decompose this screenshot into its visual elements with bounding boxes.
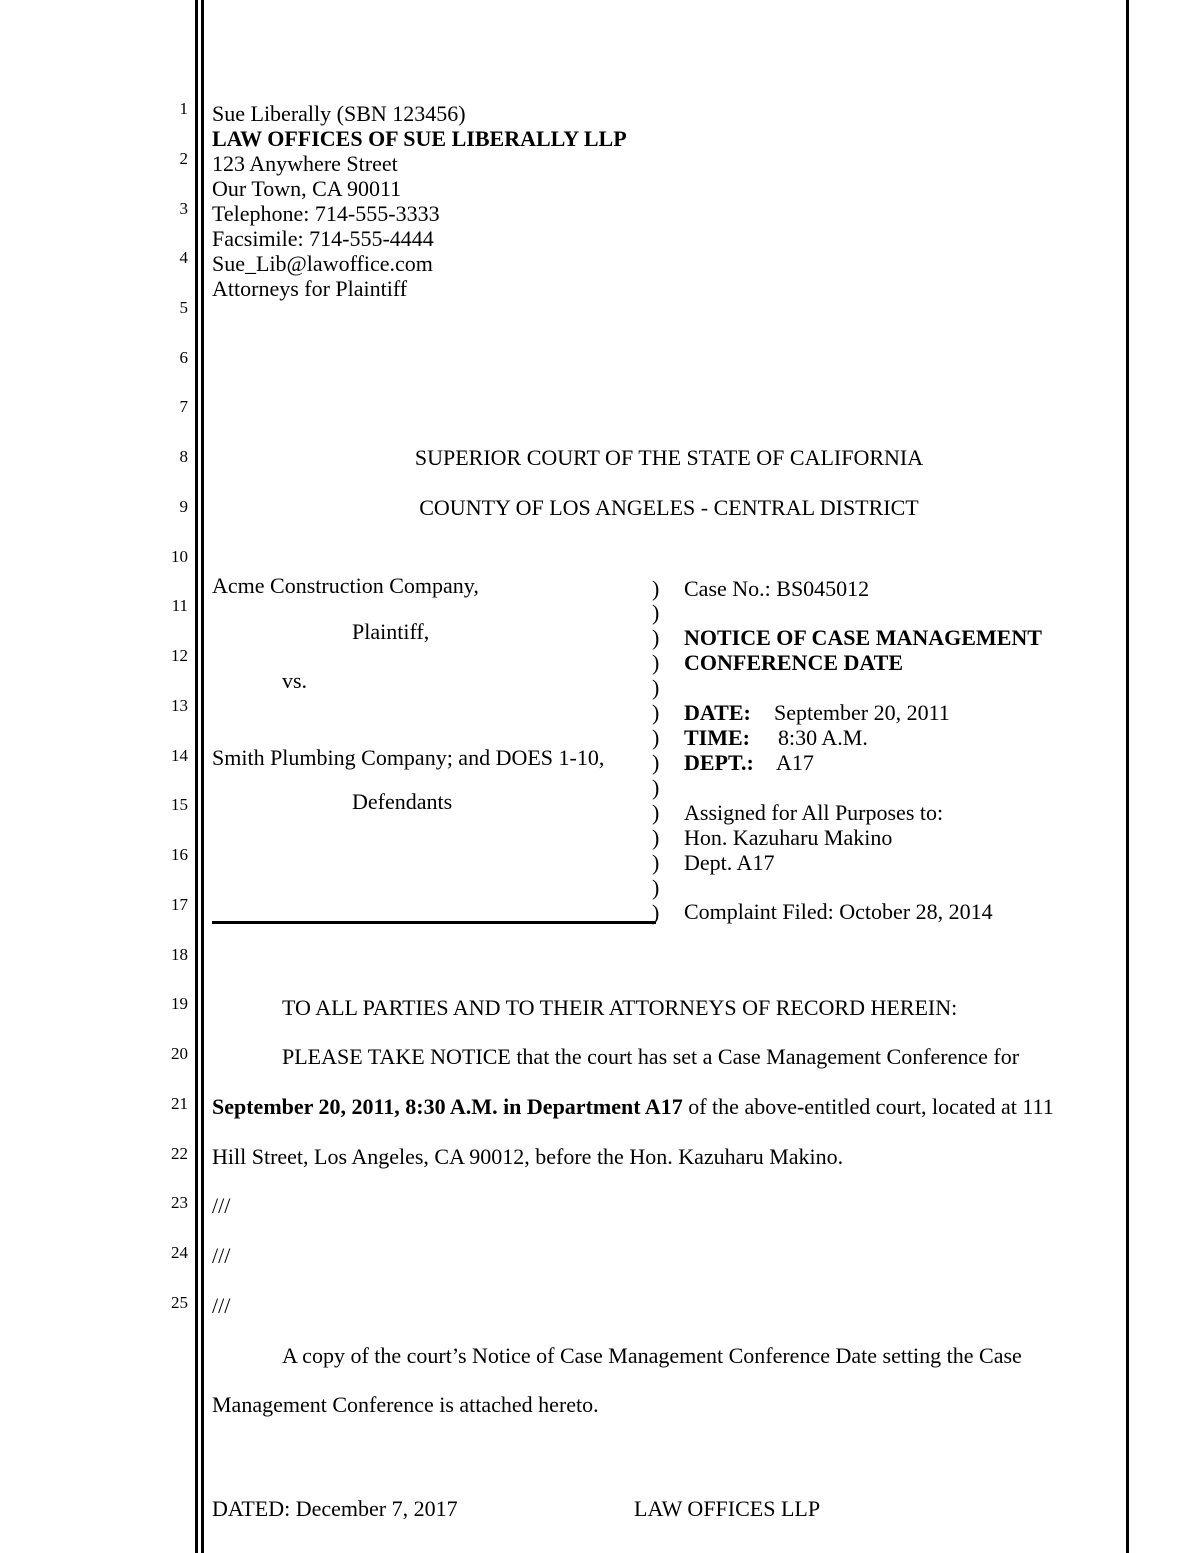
slash-separator: /// (212, 1193, 231, 1218)
caption-paren: ) (652, 675, 660, 700)
firm-city: Our Town, CA 90011 (212, 176, 402, 201)
line-number: 9 (179, 497, 188, 516)
caption-paren: ) (652, 576, 660, 601)
assigned-dept: Dept. A17 (684, 850, 775, 875)
line-number: 21 (171, 1094, 188, 1113)
hearing-dept-value: A17 (776, 750, 814, 775)
line-number: 7 (179, 397, 188, 416)
signature-firm: LAW OFFICES LLP (634, 1496, 821, 1521)
line-number: 4 (179, 248, 188, 267)
versus: vs. (282, 668, 308, 693)
defendant-name: Smith Plumbing Company; and DOES 1-10, (212, 745, 605, 770)
caption-paren: ) (652, 775, 660, 800)
line-number: 10 (171, 547, 188, 566)
hearing-time-label: TIME: (684, 725, 750, 750)
caption-paren: ) (652, 900, 660, 925)
line-number: 15 (171, 795, 188, 814)
attorney-name: Sue Liberally (SBN 123456) (212, 101, 466, 126)
court-county: COUNTY OF LOS ANGELES - CENTRAL DISTRICT (419, 495, 919, 520)
line-number: 3 (179, 199, 188, 218)
defendant-label: Defendants (352, 789, 453, 814)
caption-paren: ) (652, 625, 660, 650)
line-number: 24 (171, 1243, 188, 1262)
notice-paragraph-line-2 (212, 1094, 1054, 1119)
caption-paren: ) (652, 650, 660, 675)
plaintiff-label: Plaintiff, (352, 619, 430, 644)
document-title-line-1: NOTICE OF CASE MANAGEMENT (684, 625, 1042, 650)
caption-paren: ) (652, 825, 660, 850)
notice-court-location: of the above-entitled court, located at 111 (682, 1094, 1054, 1119)
hearing-date-label: DATE: (684, 700, 751, 725)
document-title-line-2: CONFERENCE DATE (684, 650, 904, 675)
line-number: 19 (171, 994, 188, 1013)
line-number: 22 (171, 1144, 188, 1163)
salutation: TO ALL PARTIES AND TO THEIR ATTORNEYS OF RECORD HEREIN: (282, 995, 958, 1020)
copy-paragraph-line-2: Management Conference is attached hereto. (212, 1392, 599, 1417)
hearing-dept-label: DEPT.: (684, 750, 754, 775)
line-number: 1 (179, 99, 188, 118)
line-number: 20 (171, 1044, 188, 1063)
left-margin-rule-inner (201, 0, 204, 1553)
firm-name: LAW OFFICES OF SUE LIBERALLY LLP (212, 126, 627, 151)
notice-paragraph-line-3: Hill Street, Los Angeles, CA 90012, before the Hon. Kazuharu Makino. (212, 1144, 844, 1169)
line-number: 17 (171, 895, 188, 914)
caption-paren: ) (652, 850, 660, 875)
caption-divider-line (212, 921, 656, 924)
caption-paren: ) (652, 875, 660, 900)
firm-street: 123 Anywhere Street (212, 151, 398, 176)
caption-paren: ) (652, 600, 660, 625)
copy-paragraph-line-1: A copy of the court’s Notice of Case Management Conference Date setting the Case (282, 1343, 1022, 1368)
assigned-judge: Hon. Kazuharu Makino (684, 825, 893, 850)
right-margin-rule (1126, 0, 1129, 1553)
line-number: 11 (171, 596, 188, 615)
caption-paren: ) (652, 700, 660, 725)
complaint-filed: Complaint Filed: October 28, 2014 (684, 899, 993, 924)
line-number: 2 (179, 149, 188, 168)
line-number: 6 (179, 348, 188, 367)
slash-separator: /// (212, 1293, 231, 1318)
dated-line: DATED: December 7, 2017 (212, 1496, 458, 1521)
assigned-label: Assigned for All Purposes to: (684, 800, 944, 825)
hearing-date-value: September 20, 2011 (774, 700, 950, 725)
line-number: 25 (171, 1293, 188, 1312)
slash-separator: /// (212, 1243, 231, 1268)
line-number: 14 (171, 746, 188, 765)
court-name: SUPERIOR COURT OF THE STATE OF CALIFORNIA (414, 445, 924, 470)
line-number: 12 (171, 646, 188, 665)
notice-hearing-details: September 20, 2011, 8:30 A.M. in Department A17 (212, 1094, 683, 1119)
caption-paren: ) (652, 750, 660, 775)
firm-email: Sue_Lib@lawoffice.com (212, 251, 433, 276)
notice-paragraph-line-1: PLEASE TAKE NOTICE that the court has set a Case Management Conference for (282, 1044, 1020, 1069)
attorney-role: Attorneys for Plaintiff (212, 276, 408, 301)
caption-paren: ) (652, 725, 660, 750)
line-number: 13 (171, 696, 188, 715)
line-number: 16 (171, 845, 188, 864)
firm-telephone: Telephone: 714-555-3333 (212, 201, 440, 226)
line-number: 23 (171, 1193, 188, 1212)
caption-paren: ) (652, 800, 660, 825)
case-number: Case No.: BS045012 (684, 576, 870, 601)
left-margin-rule-outer (195, 0, 198, 1553)
line-number: 5 (179, 298, 188, 317)
line-number: 18 (171, 945, 188, 964)
line-number: 8 (179, 447, 188, 466)
hearing-time-value: 8:30 A.M. (778, 725, 868, 750)
plaintiff-name: Acme Construction Company, (212, 573, 479, 598)
firm-facsimile: Facsimile: 714-555-4444 (212, 226, 434, 251)
